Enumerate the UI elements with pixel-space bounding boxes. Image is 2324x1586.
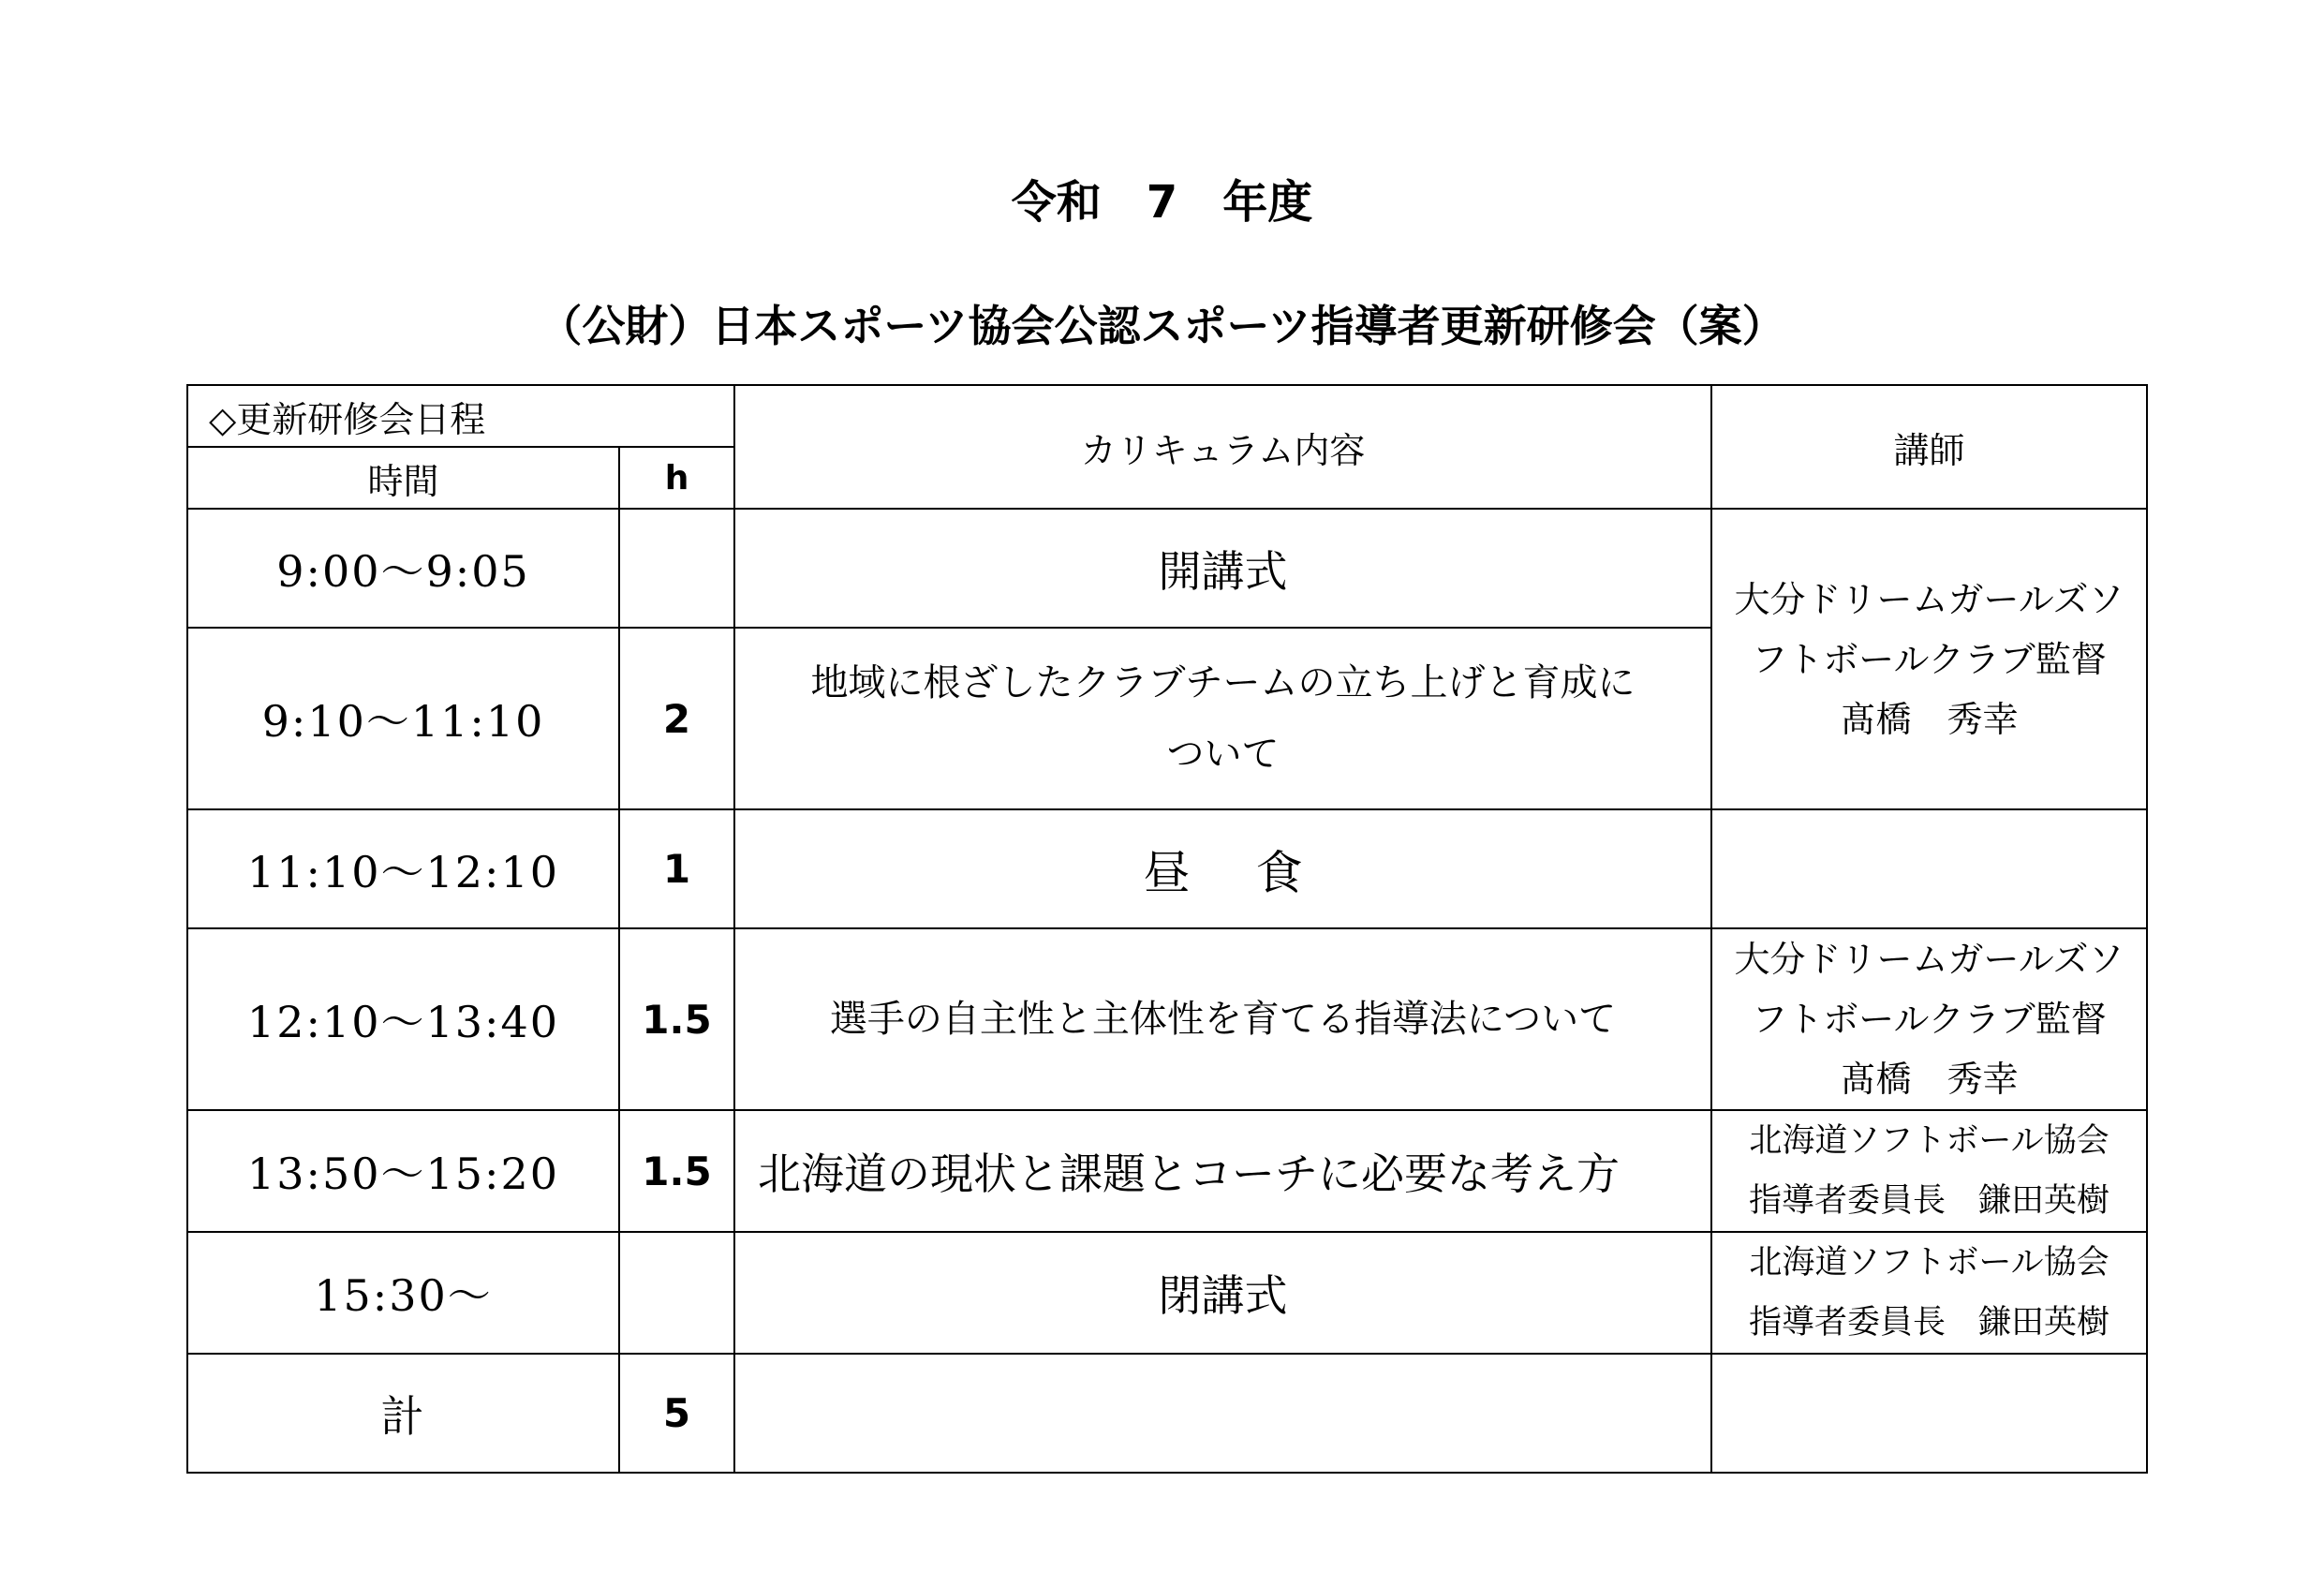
time-cell: 12:10〜13:40: [187, 928, 619, 1110]
total-hours-cell: 5: [619, 1354, 734, 1473]
content-line: ついて: [1166, 733, 1280, 776]
instructor-cell: [1711, 928, 2147, 1110]
table-row: [187, 809, 2147, 928]
table-row: [187, 509, 2147, 628]
hours-cell: 1.5: [619, 928, 734, 1110]
time-cell: 15:30〜: [187, 1232, 619, 1354]
hours-cell: 1.5: [619, 1110, 734, 1232]
table-total-row: [187, 1354, 2147, 1473]
hours-cell: 2: [619, 628, 734, 809]
instructor-cell: [1711, 1232, 2147, 1354]
instructor-name: 指導者委員長 鎌田英樹: [1749, 1304, 2110, 1341]
table-row: [187, 1232, 2147, 1354]
content-cell: 北海道の現状と課題とコーチに必要な考え方: [734, 1110, 1711, 1232]
content-line: 地域に根ざしたクラブチームの立ち上げと育成に: [810, 661, 1636, 704]
instructor-line: 大分ドリームガールズソ: [1734, 578, 2124, 620]
year-title: 令和 7 年度: [1011, 176, 1313, 229]
curriculum-header: カリキュラム内容: [734, 385, 1711, 509]
instructor-cell: [1711, 509, 2147, 809]
hours-cell: 1: [619, 809, 734, 928]
content-cell: [734, 1354, 1711, 1473]
instructor-line: 北海道ソフトボール協会: [1749, 1244, 2109, 1282]
instructor-header: 講師: [1711, 385, 2147, 509]
time-header: 時間: [187, 447, 619, 509]
table-row: [187, 928, 2147, 1110]
schedule-label: ◇更新研修会日程: [187, 385, 734, 447]
content-cell: 昼食: [734, 809, 1711, 928]
time-cell: 9:10〜11:10: [187, 628, 619, 809]
instructor-cell: [1711, 1354, 2147, 1473]
time-cell: 13:50〜15:20: [187, 1110, 619, 1232]
content-cell: 選手の自主性と主体性を育てる指導法について: [734, 928, 1711, 1110]
hours-cell: [619, 509, 734, 628]
table-header-row: [187, 385, 2147, 447]
time-cell: 9:00〜9:05: [187, 509, 619, 628]
total-label-cell: 計: [187, 1354, 619, 1473]
hours-cell: [619, 1232, 734, 1354]
instructor-line: フトボールクラブ監督: [1752, 999, 2107, 1040]
content-cell: 開講式: [734, 509, 1711, 628]
table-row: [187, 1110, 2147, 1232]
instructor-name: 指導者委員長 鎌田英樹: [1749, 1182, 2110, 1220]
instructor-name: 髙橋 秀幸: [1840, 1059, 2019, 1100]
instructor-line: 大分ドリームガールズソ: [1734, 939, 2124, 980]
instructor-name: 髙橋 秀幸: [1840, 698, 2019, 740]
instructor-cell: [1711, 1110, 2147, 1232]
instructor-line: フトボールクラブ監督: [1752, 638, 2107, 680]
content-cell: [734, 628, 1711, 809]
schedule-table: [186, 384, 2148, 1474]
instructor-line: 北海道ソフトボール協会: [1749, 1122, 2109, 1160]
hours-header: h: [619, 447, 734, 509]
content-cell: 閉講式: [734, 1232, 1711, 1354]
time-cell: 11:10〜12:10: [187, 809, 619, 928]
instructor-cell: [1711, 809, 2147, 928]
document-title: （公財）日本スポーツ協会公認スポーツ指導者更新研修会（案）: [539, 301, 1785, 351]
